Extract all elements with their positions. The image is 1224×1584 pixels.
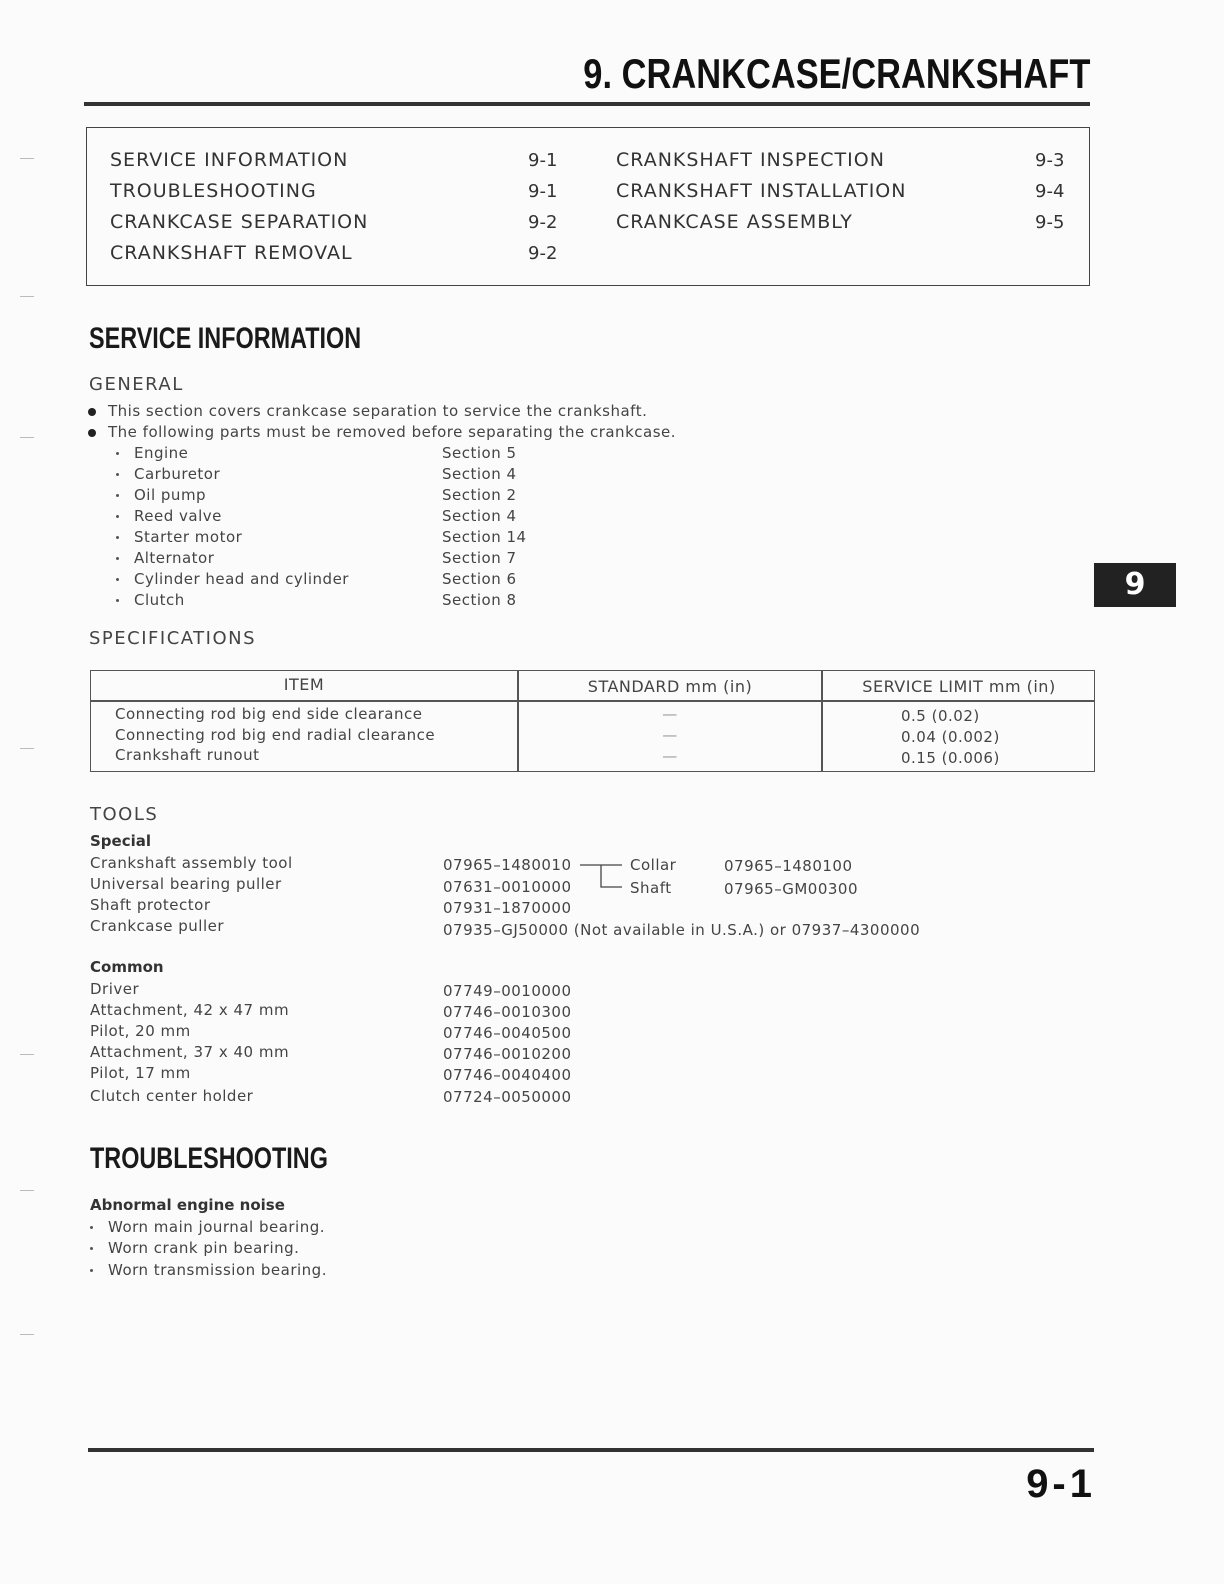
list-item: Engine — [116, 444, 188, 462]
section-title-troubleshooting: TROUBLESHOOTING — [90, 1142, 328, 1175]
table-cell-item: Connecting rod big end radial clearance — [115, 726, 436, 744]
table-cell-limit: 0.5 (0.02) — [901, 707, 980, 725]
footer-rule — [88, 1448, 1094, 1452]
toc-page: 9-1 — [528, 150, 558, 171]
page-number: 9-1 — [1026, 1462, 1096, 1506]
bullet-icon — [116, 452, 119, 455]
bullet-icon — [116, 557, 119, 560]
tool-number: 07631–0010000 — [443, 878, 572, 896]
list-item-section: Section 5 — [442, 444, 517, 462]
specifications-table — [90, 670, 1095, 772]
toc-page: 9-2 — [528, 243, 558, 264]
tool-name: Shaft protector — [90, 896, 211, 914]
sub-part-number: 07965–1480100 — [724, 857, 853, 875]
cause-item: Worn main journal bearing. — [90, 1218, 325, 1236]
toc-page: 9-1 — [528, 181, 558, 202]
bullet-icon — [90, 1226, 93, 1229]
list-item: Carburetor — [116, 465, 220, 483]
list-item: Oil pump — [116, 486, 206, 504]
toc-page: 9-3 — [1035, 150, 1065, 171]
chapter-title: 9. CRANKCASE/CRANKSHAFT — [582, 50, 1090, 97]
tools-special-title: Special — [90, 832, 152, 850]
sub-part-name: Shaft — [630, 879, 672, 897]
sub-part-number: 07965–GM00300 — [724, 880, 858, 898]
tool-number: 07746–0040500 — [443, 1024, 572, 1042]
table-of-contents — [86, 127, 1090, 286]
table-cell-limit: 0.04 (0.002) — [901, 728, 1000, 746]
tool-name: Clutch center holder — [90, 1087, 254, 1105]
table-header: SERVICE LIMIT mm (in) — [862, 677, 1056, 696]
subsection-title-tools: TOOLS — [90, 804, 159, 825]
list-item-section: Section 2 — [442, 486, 517, 504]
scan-mark — [20, 748, 34, 749]
subsection-title-general: GENERAL — [89, 374, 184, 395]
tool-name: Crankcase puller — [90, 917, 225, 935]
general-bullet: The following parts must be removed before separating the crankcase. — [88, 423, 676, 441]
bullet-icon — [90, 1269, 93, 1272]
table-cell-item: Crankshaft runout — [115, 746, 260, 764]
table-header: ITEM — [283, 675, 325, 694]
section-title-service-info: SERVICE INFORMATION — [89, 322, 362, 355]
tool-number: 07724–0050000 — [443, 1088, 572, 1106]
table-header-divider — [91, 700, 1094, 702]
header-rule — [84, 102, 1090, 106]
scan-mark — [20, 1190, 34, 1191]
tool-number: 07746–0010300 — [443, 1003, 572, 1021]
toc-page: 9-5 — [1035, 212, 1065, 233]
list-item: Cylinder head and cylinder — [116, 570, 349, 588]
bullet-icon — [116, 578, 119, 581]
toc-page: 9-4 — [1035, 181, 1065, 202]
tool-number: 07746–0010200 — [443, 1045, 572, 1063]
list-item: Clutch — [116, 591, 185, 609]
bullet-icon — [116, 473, 119, 476]
scan-mark — [20, 1334, 34, 1335]
tools-common-title: Common — [90, 958, 164, 976]
toc-item[interactable]: SERVICE INFORMATION — [110, 149, 349, 171]
scan-mark — [20, 437, 34, 438]
table-cell-item: Connecting rod big end side clearance — [115, 705, 423, 723]
list-item-section: Section 4 — [442, 465, 517, 483]
list-item-section: Section 4 — [442, 507, 517, 525]
toc-page: 9-2 — [528, 212, 558, 233]
bullet-icon — [88, 408, 96, 416]
tool-number: 07931–1870000 — [443, 899, 572, 917]
toc-item[interactable]: TROUBLESHOOTING — [110, 180, 317, 202]
sub-part-name: Collar — [630, 856, 677, 874]
tool-name: Driver — [90, 980, 140, 998]
scan-mark — [20, 1054, 34, 1055]
bullet-icon — [116, 599, 119, 602]
toc-item[interactable]: CRANKSHAFT INSPECTION — [616, 149, 885, 171]
list-item: Starter motor — [116, 528, 242, 546]
toc-item[interactable]: CRANKSHAFT REMOVAL — [110, 242, 353, 264]
general-bullet: This section covers crankcase separation to service the crankshaft. — [88, 402, 647, 420]
table-header: STANDARD mm (in) — [587, 677, 753, 696]
bullet-icon — [116, 515, 119, 518]
list-item-section: Section 6 — [442, 570, 517, 588]
toc-item[interactable]: CRANKCASE ASSEMBLY — [616, 211, 853, 233]
bullet-icon — [88, 429, 96, 437]
bullet-icon — [116, 494, 119, 497]
tool-name: Pilot, 20 mm — [90, 1022, 191, 1040]
list-item-section: Section 8 — [442, 591, 517, 609]
cause-item: Worn crank pin bearing. — [90, 1239, 299, 1257]
symptom-title: Abnormal engine noise — [90, 1196, 285, 1214]
tool-name: Attachment, 37 x 40 mm — [90, 1043, 290, 1061]
chapter-tab-marker: 9 — [1094, 563, 1176, 607]
toc-item[interactable]: CRANKCASE SEPARATION — [110, 211, 369, 233]
list-item: Reed valve — [116, 507, 222, 525]
table-cell-standard: — — [662, 726, 678, 744]
tool-number: 07749–0010000 — [443, 982, 572, 1000]
scan-mark — [20, 158, 34, 159]
subsection-title-specifications: SPECIFICATIONS — [89, 628, 257, 649]
tool-number: 07965–1480010 — [443, 856, 572, 874]
list-item-section: Section 7 — [442, 549, 517, 567]
bullet-icon — [116, 536, 119, 539]
tool-name: Attachment, 42 x 47 mm — [90, 1001, 290, 1019]
table-cell-standard: — — [662, 747, 678, 765]
tool-number: 07746–0040400 — [443, 1066, 572, 1084]
cause-item: Worn transmission bearing. — [90, 1261, 327, 1279]
bullet-icon — [90, 1247, 93, 1250]
table-cell-standard: — — [662, 705, 678, 723]
bracket-connector-icon — [580, 858, 626, 894]
tool-name: Universal bearing puller — [90, 875, 282, 893]
scan-mark — [20, 296, 34, 297]
toc-item[interactable]: CRANKSHAFT INSTALLATION — [616, 180, 907, 202]
tool-name: Crankshaft assembly tool — [90, 854, 293, 872]
tool-number: 07935–GJ50000 (Not available in U.S.A.) or 07937–4300000 — [443, 921, 921, 939]
tool-name: Pilot, 17 mm — [90, 1064, 191, 1082]
list-item-section: Section 14 — [442, 528, 527, 546]
table-cell-limit: 0.15 (0.006) — [901, 749, 1000, 767]
list-item: Alternator — [116, 549, 214, 567]
